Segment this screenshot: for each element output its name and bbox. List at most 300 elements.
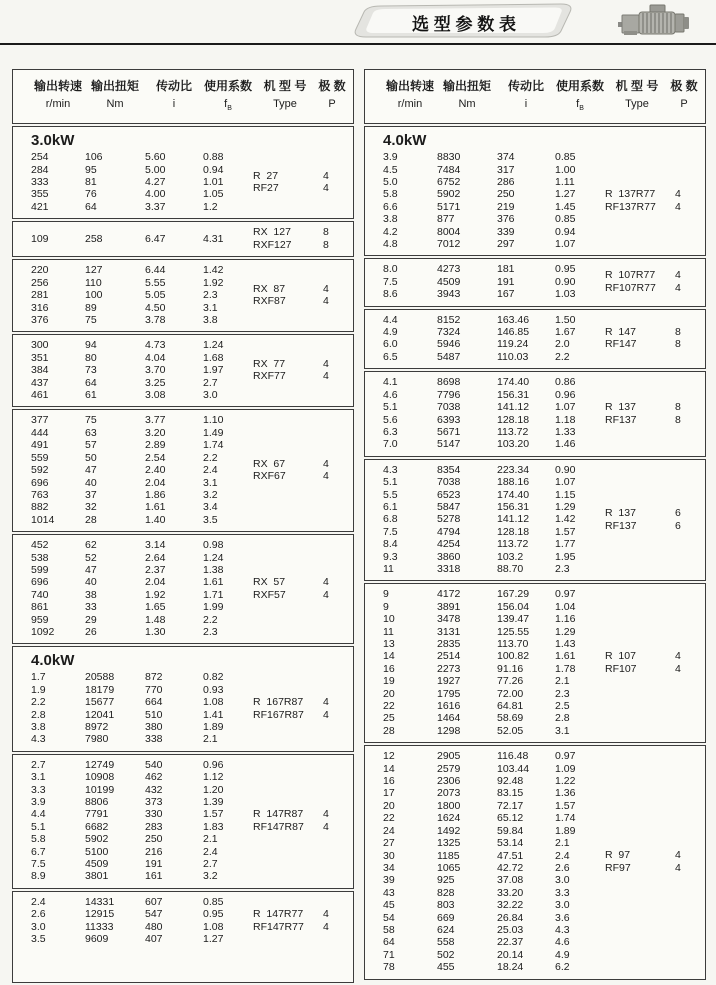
data-row [365,338,605,350]
cell-ratio: 297 [497,238,515,251]
cell-speed: 8.4 [383,538,398,551]
cell-factor: 1.00 [555,163,576,176]
poles-column [317,226,347,251]
cell-torque: 5171 [437,200,461,213]
table-header-units [365,96,705,117]
cell-ratio: 5.60 [145,151,166,164]
cell-speed: 696 [31,476,49,489]
cell-torque: 106 [85,151,103,164]
type-label: RXF77 [253,370,286,383]
cell-speed: 6.7 [31,845,46,858]
poles-column [317,576,347,601]
cell-factor: 2.2 [203,451,218,464]
data-row [365,663,605,675]
cell-torque: 669 [437,911,455,924]
cell-speed: 54 [383,911,395,924]
poles-value: 4 [323,470,329,483]
cell-factor: 1.46 [555,438,576,451]
type-column [253,576,317,601]
cell-factor: 0.94 [203,163,224,176]
cell-factor: 1.27 [555,188,576,201]
cell-factor: 2.3 [203,289,218,302]
cell-speed: 64 [383,936,395,949]
type-label: R 137 [605,506,636,519]
type-label: RXF57 [253,588,286,601]
cell-torque: 2306 [437,775,461,788]
data-row [365,326,605,338]
type-label: RX 127 [253,226,291,239]
group-body [365,376,705,450]
data-row [13,151,253,163]
data-row [365,151,605,163]
poles-value: 4 [323,696,329,708]
cell-torque: 8004 [437,225,461,238]
data-row [365,837,605,849]
data-row [13,784,253,796]
cell-torque: 3860 [437,550,461,563]
data-row [365,501,605,513]
cell-speed: 39 [383,874,395,887]
cell-factor: 1.07 [555,238,576,251]
poles-value: 4 [323,908,329,921]
cell-speed: 27 [383,837,395,850]
cell-factor: 4.3 [555,923,570,936]
cell-torque: 57 [85,439,97,452]
cell-factor: 0.90 [555,463,576,476]
cell-factor: 3.5 [203,513,218,526]
cell-speed: 4.3 [31,733,46,746]
cell-speed: 12 [383,750,395,763]
poles-column [669,326,699,351]
cell-speed: 740 [31,588,49,601]
cell-ratio: 110.03 [497,350,529,363]
cell-ratio: 338 [145,733,163,746]
data-row [365,551,605,563]
cell-speed: 2.6 [31,908,46,921]
cell-speed: 599 [31,563,49,576]
cell-speed: 444 [31,426,49,439]
cell-ratio: 2.40 [145,464,166,477]
header-label-3: 使用系数 [203,79,252,93]
cell-ratio: 250 [497,188,515,201]
cell-speed: 6.0 [383,338,398,351]
cell-factor: 1.20 [203,783,224,796]
data-row [13,377,253,389]
cell-ratio: 664 [145,696,163,709]
group-rows [13,414,253,526]
cell-ratio: 250 [145,833,163,846]
table-header-labels [365,77,705,96]
data-row [365,725,605,737]
cell-torque: 1927 [437,675,461,688]
cell-ratio: 2.04 [145,476,166,489]
cell-torque: 4509 [85,858,109,871]
cell-torque: 8698 [437,376,461,389]
data-row [365,924,605,936]
cell-speed: 538 [31,551,49,564]
header-unit-4: Type [273,98,297,110]
cell-torque: 2273 [437,662,461,675]
cell-ratio: 510 [145,708,163,721]
cell-ratio: 128.18 [497,413,530,426]
data-row [365,912,605,924]
cell-speed: 5.0 [383,176,398,188]
cell-ratio: 3.14 [145,539,166,552]
cell-factor: 1.09 [555,762,576,775]
cell-speed: 452 [31,539,49,552]
cell-factor: 1.99 [203,601,224,614]
cell-speed: 2.8 [31,708,46,721]
cell-ratio: 3.08 [145,389,166,402]
cell-ratio: 3.78 [145,314,166,327]
data-row [365,899,605,911]
poles-value: 4 [675,861,681,874]
cell-speed: 3.1 [31,771,46,784]
title-banner [350,3,578,41]
data-row [13,477,253,489]
group-body [13,896,353,946]
data-row [13,759,253,771]
cell-speed: 11 [383,562,394,575]
table-group [364,309,706,370]
data-row [13,796,253,808]
cell-factor: 1.33 [555,425,576,438]
data-row [365,588,605,600]
group-rows [13,264,253,326]
poles-value: 4 [323,370,329,383]
cell-torque: 1298 [437,724,461,737]
cell-ratio: 91.16 [497,662,524,675]
data-row [365,489,605,501]
data-row [365,201,605,213]
group-body [13,339,353,401]
poles-value: 8 [675,400,681,413]
cell-torque: 100 [85,289,103,302]
cell-speed: 16 [383,775,395,788]
cell-torque: 110 [85,276,102,289]
cell-ratio: 167 [497,288,515,301]
group-body [13,226,353,251]
cell-ratio: 4.04 [145,351,166,364]
cell-torque: 1795 [437,687,461,700]
cell-torque: 64 [85,376,97,389]
cell-torque: 1185 [437,849,460,862]
type-column [253,170,317,195]
cell-torque: 73 [85,364,97,377]
cell-factor: 0.97 [555,750,576,763]
cell-ratio: 26.84 [497,911,524,924]
cell-factor: 3.0 [555,874,570,887]
cell-ratio: 125.55 [497,625,530,638]
cell-ratio: 188.16 [497,476,530,489]
data-row [365,700,605,712]
header-label-1: 输出扭矩 [90,79,139,93]
poles-column [317,283,347,308]
data-row [365,601,605,613]
cell-ratio: 432 [145,783,163,796]
group-body [365,588,705,737]
cell-factor: 3.1 [203,476,218,489]
cell-ratio: 181 [497,263,515,276]
cell-torque: 3891 [437,600,461,613]
cell-torque: 2579 [437,762,461,775]
group-rows [13,759,253,883]
data-row [365,164,605,176]
cell-torque: 33 [85,601,97,614]
cell-factor: 1.05 [203,188,224,201]
poles-column [317,170,347,195]
cell-torque: 7484 [437,163,461,176]
poles-column [317,458,347,483]
cell-ratio: 480 [145,920,163,933]
cell-ratio: 174.40 [497,376,530,389]
cell-ratio: 2.89 [145,439,166,452]
cell-ratio: 216 [145,845,163,858]
poles-column [669,188,699,213]
data-row [365,538,605,550]
cell-torque: 258 [85,232,103,245]
cell-speed: 4.6 [383,388,398,401]
cell-factor: 1.57 [555,525,576,538]
cell-torque: 877 [437,213,455,226]
cell-torque: 38 [85,588,97,601]
cell-torque: 828 [437,886,455,899]
type-column [253,908,317,933]
cell-speed: 9.3 [383,550,398,563]
data-row [13,908,253,920]
table-group [364,745,706,979]
cell-factor: 3.0 [555,899,570,912]
cell-torque: 10199 [85,783,115,796]
data-row [365,176,605,188]
cell-speed: 5.5 [383,488,398,501]
data-row [13,439,253,451]
cell-ratio: 141.12 [497,401,530,414]
cell-speed: 11 [383,625,394,638]
header-unit-0: r/min [45,98,71,110]
type-label: RF147R77 [253,920,304,933]
cell-factor: 2.6 [555,861,570,874]
cell-torque: 8152 [437,313,461,326]
cell-ratio: 1.40 [145,513,166,526]
cell-torque: 1800 [437,799,461,812]
cell-speed: 17 [383,787,395,800]
data-row [365,800,605,812]
poles-value: 4 [323,576,329,589]
cell-speed: 4.9 [383,326,398,339]
cell-speed: 14 [383,650,395,663]
data-row [13,564,253,576]
cell-speed: 696 [31,576,49,589]
cell-speed: 333 [31,176,49,188]
cell-factor: 1.18 [555,413,576,426]
cell-speed: 8.6 [383,288,398,301]
data-row [365,936,605,948]
cell-factor: 0.90 [555,275,576,288]
cell-torque: 5487 [437,350,461,363]
cell-factor: 1.24 [203,339,224,352]
cell-factor: 1.61 [555,650,576,663]
cell-ratio: 65.12 [497,812,524,825]
cell-ratio: 1.86 [145,488,166,501]
cell-ratio: 113.70 [497,638,529,650]
cell-factor: 2.4 [203,464,218,477]
cell-factor: 1.83 [203,820,224,833]
cell-speed: 20 [383,799,395,812]
data-row [13,264,253,276]
data-row [13,684,253,696]
data-row [365,638,605,650]
data-row [13,389,253,401]
cell-speed: 6.5 [383,350,398,363]
cell-factor: 3.1 [555,724,570,737]
cell-factor: 2.5 [555,700,570,713]
header-unit-1: Nm [458,98,476,110]
data-row [13,427,253,439]
cell-speed: 10 [383,613,395,626]
type-label: R 147R77 [253,908,304,921]
cell-ratio: 174.40 [497,488,530,501]
data-row [13,314,253,326]
cell-torque: 6393 [437,413,461,426]
group-body [13,759,353,883]
table-header-labels [13,77,353,96]
cell-ratio: 872 [145,671,163,684]
cell-ratio: 2.64 [145,551,166,564]
cell-ratio: 72.17 [497,799,524,812]
cell-speed: 58 [383,923,395,936]
cell-factor: 0.96 [555,388,576,401]
cell-factor: 1.42 [555,513,576,526]
cell-torque: 1616 [437,700,461,713]
cell-factor: 1.61 [203,576,224,589]
cell-speed: 3.9 [31,796,46,809]
cell-speed: 4.4 [31,808,46,821]
cell-speed: 6.1 [383,500,398,513]
poles-value: 4 [323,708,329,721]
cell-factor: 1.97 [203,364,224,377]
cell-torque: 29 [85,613,97,626]
data-row [13,896,253,908]
cell-torque: 14331 [85,895,115,908]
cell-factor: 3.2 [203,488,218,501]
header-unit-2: i [524,98,528,110]
type-label: RXF87 [253,295,286,308]
poles-value: 8 [323,226,329,239]
group-body [365,314,705,364]
cell-torque: 47 [85,563,97,576]
cell-torque: 7791 [85,808,109,821]
data-row [13,339,253,351]
data-row [13,771,253,783]
data-row [13,933,253,945]
poles-value: 4 [675,849,681,862]
cell-factor: 0.85 [203,895,224,908]
data-row [365,464,605,476]
cell-speed: 5.1 [383,401,398,414]
cell-factor: 1.08 [203,920,224,933]
cell-factor: 1.74 [555,812,576,825]
cell-speed: 16 [383,662,395,675]
table-group [12,754,354,889]
cell-ratio: 25.03 [497,923,524,936]
cell-ratio: 64.81 [497,700,524,713]
cell-speed: 4.5 [383,163,398,176]
cell-speed: 882 [31,501,49,514]
type-label: R 147 [605,325,636,338]
cell-ratio: 53.14 [497,837,524,850]
cell-ratio: 58.69 [497,712,524,725]
cell-factor: 0.93 [203,683,224,696]
cell-speed: 34 [383,861,395,874]
cell-torque: 624 [437,923,455,936]
cell-torque: 4509 [437,275,461,288]
cell-factor: 2.1 [555,837,570,850]
header-label-4: 机 型 号 [615,79,659,93]
cell-torque: 61 [85,389,97,402]
cell-ratio: 5.05 [145,289,166,302]
header-unit-2: i [172,98,176,110]
cell-ratio: 1.30 [145,625,166,638]
cell-factor: 2.4 [203,845,218,858]
cell-speed: 2.2 [31,696,46,709]
poles-value: 4 [675,188,681,201]
type-column [253,808,317,833]
data-row [365,389,605,401]
data-row [365,650,605,662]
type-label: RX 87 [253,282,286,295]
cell-ratio: 6.47 [145,232,166,245]
cell-torque: 52 [85,551,97,564]
poles-column [669,401,699,426]
cell-speed: 763 [31,488,49,501]
data-row [13,589,253,601]
header-label-0: 输出转速 [385,79,434,93]
cell-factor: 1.16 [555,613,576,626]
cell-speed: 384 [31,364,49,377]
cell-factor: 1.24 [203,551,224,564]
data-row [365,825,605,837]
cell-speed: 7.5 [383,275,398,288]
data-row [13,833,253,845]
cell-speed: 2.7 [31,758,46,771]
table-header-box [12,69,354,124]
type-label: RF147R87 [253,820,304,833]
cell-ratio: 3.37 [145,200,166,213]
cell-factor: 1.36 [555,787,576,800]
cell-factor: 0.88 [203,151,224,164]
cell-factor: 1.95 [555,550,576,563]
group-body [13,539,353,638]
data-row [365,213,605,225]
cell-ratio: 1.65 [145,601,166,614]
data-row [365,188,605,200]
data-row [365,775,605,787]
cell-ratio: 770 [145,683,163,696]
cell-speed: 377 [31,414,49,427]
cell-ratio: 139.47 [497,613,530,626]
data-row [365,812,605,824]
cell-speed: 1.7 [31,671,46,684]
header-label-4: 机 型 号 [263,79,307,93]
type-label: R 27 [253,169,279,182]
cell-speed: 959 [31,613,49,626]
cell-torque: 94 [85,339,97,352]
cell-ratio: 113.72 [497,538,529,551]
cell-factor: 1.89 [203,721,224,733]
cell-factor: 2.7 [203,376,218,389]
cell-torque: 3478 [437,613,461,626]
